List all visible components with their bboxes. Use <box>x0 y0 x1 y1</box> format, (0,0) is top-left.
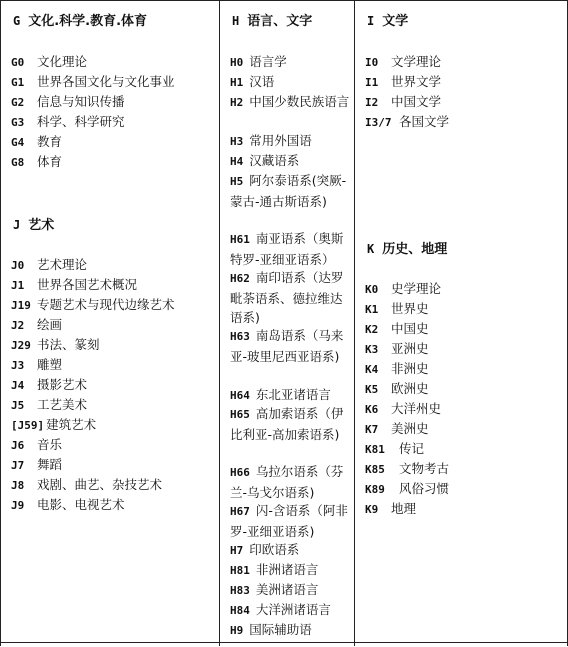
section-title: 文学 <box>382 14 409 29</box>
section-code: G <box>13 14 21 28</box>
list-item <box>365 299 429 320</box>
item-label: 电影、电视艺术 <box>37 497 125 512</box>
list-item <box>365 399 441 420</box>
item-code: G1 <box>11 76 25 89</box>
item-label: 印欧语系 <box>249 542 300 557</box>
item-code: J4 <box>11 379 25 392</box>
item-label: 美洲史 <box>391 421 429 436</box>
item-label: 闪-含语系（阿非罗-亚细亚语系) <box>230 503 348 539</box>
item-code: H64 <box>230 389 250 402</box>
list-item <box>11 495 125 516</box>
item-code: J1 <box>11 279 25 292</box>
item-code: H65 <box>230 408 250 421</box>
item-code: J5 <box>11 399 25 412</box>
item-label: 语言学 <box>249 54 287 69</box>
item-code: G8 <box>11 156 25 169</box>
item-label: 建筑艺术 <box>46 417 97 432</box>
item-code: G0 <box>11 56 25 69</box>
item-code: H63 <box>230 330 250 343</box>
list-item <box>365 72 441 93</box>
item-label: 世界各国文化与文化事业 <box>37 74 175 89</box>
list-item <box>230 131 352 152</box>
item-code: K85 <box>365 463 385 476</box>
list-item <box>365 379 429 400</box>
item-code: K2 <box>365 323 379 336</box>
list-item <box>11 375 87 396</box>
item-label: 舞蹈 <box>37 457 63 472</box>
item-label: 教育 <box>37 134 63 149</box>
list-item <box>11 295 175 316</box>
list-item <box>11 355 62 376</box>
item-code: J19 <box>11 299 31 312</box>
section-heading-g <box>13 13 147 30</box>
item-code: K0 <box>365 283 379 296</box>
item-code: H2 <box>230 96 244 109</box>
section-code: J <box>13 218 21 232</box>
item-label: 非洲诸语言 <box>255 562 319 577</box>
item-label: 中国史 <box>391 321 429 336</box>
section-title: 语言、文字 <box>247 14 313 29</box>
item-code: K6 <box>365 403 379 416</box>
section-heading-i <box>367 13 408 30</box>
section-heading-j <box>13 217 54 234</box>
item-code: K7 <box>365 423 379 436</box>
item-label: 世界文学 <box>391 74 442 89</box>
item-code: G2 <box>11 96 25 109</box>
list-item <box>11 92 125 113</box>
list-item <box>365 459 449 480</box>
item-code: G3 <box>11 116 25 129</box>
section-code: H <box>232 14 240 28</box>
list-item <box>230 462 352 502</box>
list-item <box>11 52 87 73</box>
section-heading-k <box>367 241 447 258</box>
list-item <box>230 151 352 172</box>
item-code: K3 <box>365 343 379 356</box>
item-label: 文化理论 <box>37 54 88 69</box>
item-label: 世界史 <box>391 301 429 316</box>
item-label: 常用外国语 <box>249 133 312 148</box>
list-item <box>230 600 352 621</box>
item-label: 工艺美术 <box>37 397 88 412</box>
item-code: I2 <box>365 96 379 109</box>
item-label: 南亚语系（奥斯特罗-亚细亚语系） <box>230 231 344 267</box>
item-code: H84 <box>230 604 250 617</box>
item-code: H67 <box>230 505 250 518</box>
list-item <box>230 171 352 211</box>
item-code: H0 <box>230 56 244 69</box>
item-code: G4 <box>11 136 25 149</box>
item-label: 戏剧、曲艺、杂技艺术 <box>37 477 163 492</box>
item-code: H7 <box>230 544 244 557</box>
item-code: J3 <box>11 359 25 372</box>
item-code: J2 <box>11 319 25 332</box>
item-label: 美洲诸语言 <box>255 582 319 597</box>
item-code: H62 <box>230 272 250 285</box>
list-item <box>365 359 429 380</box>
item-label: 国际辅助语 <box>249 622 312 637</box>
item-label: 乌拉尔语系（芬兰-乌戈尔语系) <box>230 464 344 500</box>
item-label: 南岛语系（马来亚-玻里尼西亚语系) <box>230 328 344 364</box>
section-code: K <box>367 242 375 256</box>
list-item <box>11 255 87 276</box>
list-item <box>230 404 352 444</box>
item-code: H5 <box>230 175 244 188</box>
item-label: 大洋洲诸语言 <box>255 602 331 617</box>
column-h <box>220 1 355 646</box>
item-label: 汉藏语系 <box>249 153 300 168</box>
section-heading-h <box>232 13 312 30</box>
table-bottom-border <box>0 642 568 643</box>
list-item <box>11 112 125 133</box>
list-item <box>230 326 352 366</box>
item-code: H1 <box>230 76 244 89</box>
item-label: 音乐 <box>37 437 63 452</box>
item-code: H3 <box>230 135 244 148</box>
item-label: 专题艺术与现代边缘艺术 <box>37 297 175 312</box>
item-label: 科学、科学研究 <box>37 114 125 129</box>
item-code: H66 <box>230 466 250 479</box>
list-item <box>365 499 416 520</box>
list-item <box>11 475 162 496</box>
list-item <box>365 479 449 500</box>
item-code: H4 <box>230 155 244 168</box>
list-item <box>230 560 352 581</box>
item-label: 文物考古 <box>399 461 450 476</box>
item-code: K4 <box>365 363 379 376</box>
item-code: I1 <box>365 76 379 89</box>
item-code: I3/7 <box>365 116 392 129</box>
item-code: J29 <box>11 339 31 352</box>
list-item <box>365 419 429 440</box>
list-item <box>230 501 352 541</box>
list-item <box>230 580 352 601</box>
item-code: J8 <box>11 479 25 492</box>
item-label: 各国文学 <box>399 114 450 129</box>
item-label: 中国文学 <box>391 94 442 109</box>
item-code: I0 <box>365 56 379 69</box>
column-g-j <box>1 1 220 646</box>
list-item <box>11 72 175 93</box>
item-label: 地理 <box>391 501 417 516</box>
list-item <box>11 275 137 296</box>
list-item <box>230 72 352 93</box>
list-item <box>365 112 449 133</box>
item-label: 世界各国艺术概况 <box>37 277 138 292</box>
section-title: 艺术 <box>28 218 55 233</box>
item-label: 风俗习惯 <box>399 481 450 496</box>
list-item <box>230 229 352 269</box>
list-item <box>11 435 62 456</box>
item-label: 南印语系（达罗毗荼语系、德拉维达语系) <box>230 270 344 325</box>
item-code: K81 <box>365 443 385 456</box>
list-item <box>11 152 62 173</box>
item-label: 绘画 <box>37 317 63 332</box>
list-item <box>11 132 62 153</box>
item-label: 信息与知识传播 <box>37 94 125 109</box>
item-code: [J59] <box>11 419 45 432</box>
list-item <box>11 315 62 336</box>
item-label: 艺术理论 <box>37 257 88 272</box>
list-item <box>365 92 441 113</box>
item-code: H83 <box>230 584 250 597</box>
item-code: J9 <box>11 499 25 512</box>
list-item <box>11 455 62 476</box>
list-item <box>11 335 100 356</box>
section-title: 历史、地理 <box>382 242 448 257</box>
item-code: H81 <box>230 564 250 577</box>
item-code: J0 <box>11 259 25 272</box>
item-label: 体育 <box>37 154 63 169</box>
item-code: J6 <box>11 439 25 452</box>
item-label: 传记 <box>399 441 425 456</box>
item-code: K9 <box>365 503 379 516</box>
list-item <box>11 415 96 436</box>
section-code: I <box>367 14 375 28</box>
column-i-k <box>355 1 567 646</box>
list-item <box>230 92 352 113</box>
item-label: 书法、篆刻 <box>37 337 100 352</box>
item-code: K5 <box>365 383 379 396</box>
list-item <box>230 385 352 406</box>
item-label: 阿尔泰语系(突厥-蒙古-通古斯语系) <box>230 173 347 209</box>
list-item <box>11 395 87 416</box>
item-label: 欧洲史 <box>391 381 429 396</box>
list-item <box>365 319 429 340</box>
item-label: 非洲史 <box>391 361 429 376</box>
list-item <box>230 268 352 328</box>
item-label: 汉语 <box>249 74 275 89</box>
list-item <box>365 52 441 73</box>
list-item <box>230 52 352 73</box>
list-item <box>230 620 352 641</box>
item-label: 雕塑 <box>37 357 63 372</box>
item-label: 中国少数民族语言 <box>249 94 350 109</box>
item-label: 亚洲史 <box>391 341 429 356</box>
list-item <box>365 339 429 360</box>
section-title: 文化.科学.教育.体育 <box>28 14 148 29</box>
list-item <box>365 439 424 460</box>
item-code: K1 <box>365 303 379 316</box>
item-label: 东北亚诸语言 <box>255 387 331 402</box>
item-code: H9 <box>230 624 244 637</box>
item-code: K89 <box>365 483 385 496</box>
item-label: 摄影艺术 <box>37 377 88 392</box>
item-label: 大洋州史 <box>391 401 442 416</box>
item-code: J7 <box>11 459 25 472</box>
list-item <box>230 540 352 561</box>
item-code: H61 <box>230 233 250 246</box>
item-label: 史学理论 <box>391 281 442 296</box>
item-label: 高加索语系（伊比利亚-高加索语系) <box>230 406 344 442</box>
item-label: 文学理论 <box>391 54 442 69</box>
list-item <box>365 279 441 300</box>
